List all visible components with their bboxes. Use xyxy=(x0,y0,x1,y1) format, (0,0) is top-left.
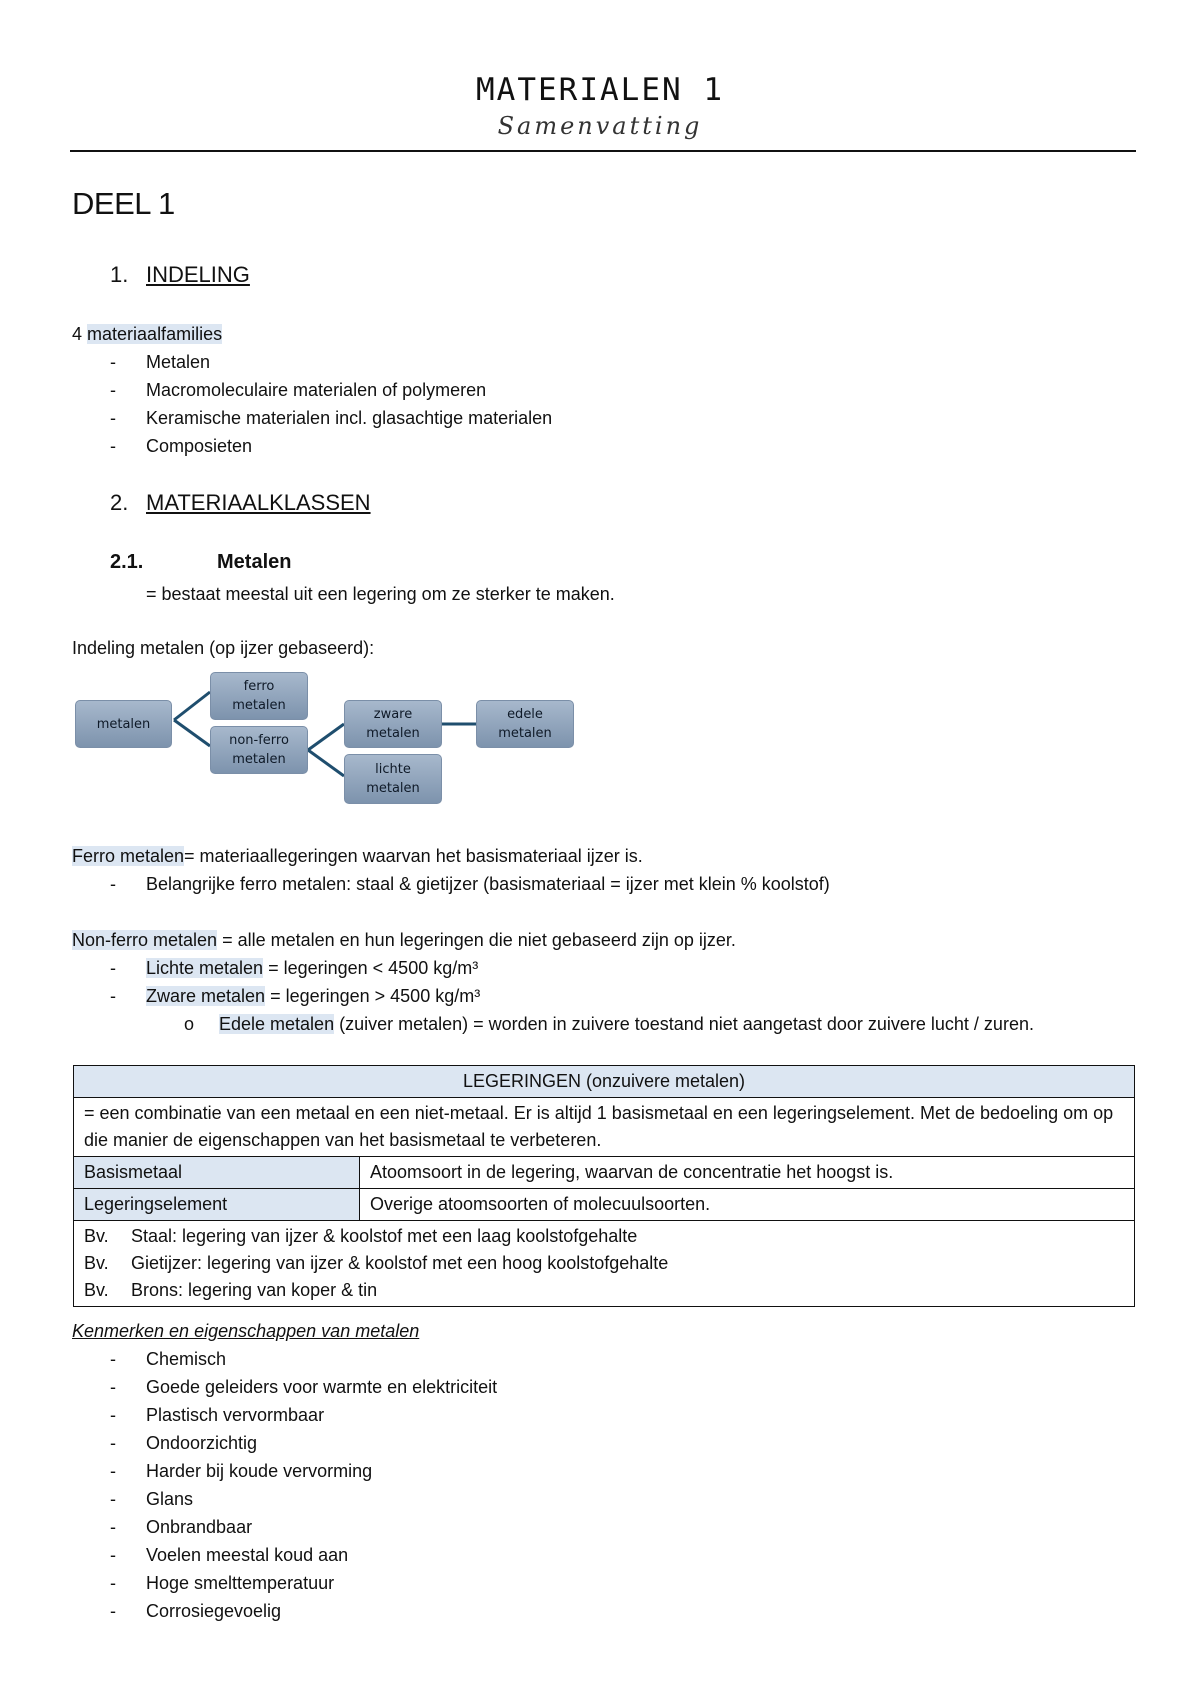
example-line: Bv. Staal: legering van ijzer & koolstof met een laag koolstofgehalte xyxy=(84,1226,638,1246)
subsection-heading-metalen xyxy=(110,551,291,574)
table-row xyxy=(74,1157,1135,1189)
indeling-label: Indeling metalen (op ijzer gebaseerd): xyxy=(72,638,375,658)
node-lichte-metalen: lichte metalen xyxy=(344,754,442,804)
metalen-definition: = bestaat meestal uit een legering om ze sterker te maken. xyxy=(146,584,615,604)
node-non-ferro-metalen: non-ferro metalen xyxy=(210,726,308,774)
ferro-definition: Ferro metalen= materiaallegeringen waarvan het basismateriaal ijzer is. xyxy=(72,846,643,866)
intro-number: 4 xyxy=(72,324,83,344)
part-heading: DEEL 1 xyxy=(72,186,175,221)
subsection-title: Metalen xyxy=(217,551,292,573)
node-edele-metalen: edele metalen xyxy=(476,700,574,748)
intro-highlight: materiaalfamilies xyxy=(87,324,223,344)
node-metalen: metalen xyxy=(75,700,172,748)
section-heading-materiaalklassen xyxy=(110,490,371,516)
table-row xyxy=(74,1189,1135,1221)
section-heading-indeling xyxy=(110,262,250,288)
title-divider xyxy=(70,150,1136,152)
table-value: Overige atoomsoorten of molecuulsoorten. xyxy=(360,1189,1135,1221)
document-title: MATERIALEN 1 xyxy=(476,72,724,108)
nonferro-definition: Non-ferro metalen = alle metalen en hun legeringen die niet gebaseerd zijn op ijzer. xyxy=(72,930,736,950)
section-title: INDELING xyxy=(146,262,250,287)
legeringen-table xyxy=(73,1065,1135,1307)
table-label: Basismetaal xyxy=(74,1157,360,1189)
table-description: = een combinatie van een metaal en een niet-metaal. Er is altijd 1 basismetaal en een legeringselement. Met de bedoeling om op die manier de eigenschappen van het basismetaal te verbeteren. xyxy=(74,1098,1135,1157)
table-header: LEGERINGEN (onzuivere metalen) xyxy=(74,1066,1135,1098)
subsection-number: 2.1. xyxy=(110,551,144,573)
intro-line xyxy=(72,324,222,345)
table-value: Atoomsoort in de legering, waarvan de concentratie het hoogst is. xyxy=(360,1157,1135,1189)
section-number: 2. xyxy=(110,490,129,515)
table-examples xyxy=(74,1221,1135,1307)
node-zware-metalen: zware metalen xyxy=(344,700,442,748)
example-line: Bv. Brons: legering van koper & tin xyxy=(84,1280,378,1300)
table-label: Legeringselement xyxy=(74,1189,360,1221)
section-title: MATERIAALKLASSEN xyxy=(146,490,371,515)
kenmerken-heading: Kenmerken en eigenschappen van metalen xyxy=(72,1321,420,1341)
ferro-highlight: Ferro metalen xyxy=(72,846,185,866)
section-number: 1. xyxy=(110,262,129,287)
example-line: Bv. Gietijzer: legering van ijzer & koolstof met een hoog koolstofgehalte xyxy=(84,1253,669,1273)
document-subtitle: Samenvatting xyxy=(497,112,703,140)
node-ferro-metalen: ferro metalen xyxy=(210,672,308,720)
nonferro-highlight: Non-ferro metalen xyxy=(72,930,218,950)
document-page: MATERIALEN 1 Samenvatting DEEL 1 1. INDELING 4 materiaalfamilies - Metalen - Macromoleculaire materialen of polymeren - Keramische materialen incl. glasachtige materialen - Composieten 2. MATERIAALKLASSEN 2.1. Metalen = bestaat meestal uit een legering om ze sterker te maken. Indeling metalen (op ijzer gebaseerd): metalen ferro metalen non-ferro metalen zware metalen lichte metalen edele metalen Ferro metalen= materiaallegeringen waarvan het basismateriaal ijzer is. - Belangrijke ferro metalen: staal & gietijzer (basismateriaal = ijzer met klein % koolstof) Non-ferro metalen = alle metalen en hun legeringen die niet gebaseerd zijn op ijzer. - Lichte metalen = legeringen < 4500 kg/m³ - Zware metalen = legeringen > 4500 kg/m³ o Edele metalen (zuiver metalen) = worden in zuivere toestand niet aangetast door zuivere lucht / zuren. LEGERINGEN (onzuivere metalen) = een combinatie van een metaal en een niet-metaal. Er is altijd 1 basismetaal en een legeringselement. Met de bedoeling om op die manier de eigenschappen van het basismetaal te verbeteren. Basismetaal Atoomsoort in de legering, waarvan de concentratie het hoogst is. Legeringselement Overige atoomsoorten of molecuulsoorten. Bv. Staal: legering van ijzer & koolstof met een laag koolstofgehalte Bv. Gietijzer: legering van ijzer & koolstof met een hoog koolstofgehalte Bv. Brons: legering van koper & tin Kenmerken en eigenschappen van metalen - Chemisch - Goede geleiders voor warmte en elektriciteit - Plastisch vervormbaar - Ondoorzichtig - Harder bij koude vervorming - Glans - Onbrandbaar - Voelen meestal koud aan - Hoge smelttemperatuur - Corrosiegevoelig xyxy=(0,0,1200,1696)
metal-classification-diagram xyxy=(72,664,592,814)
